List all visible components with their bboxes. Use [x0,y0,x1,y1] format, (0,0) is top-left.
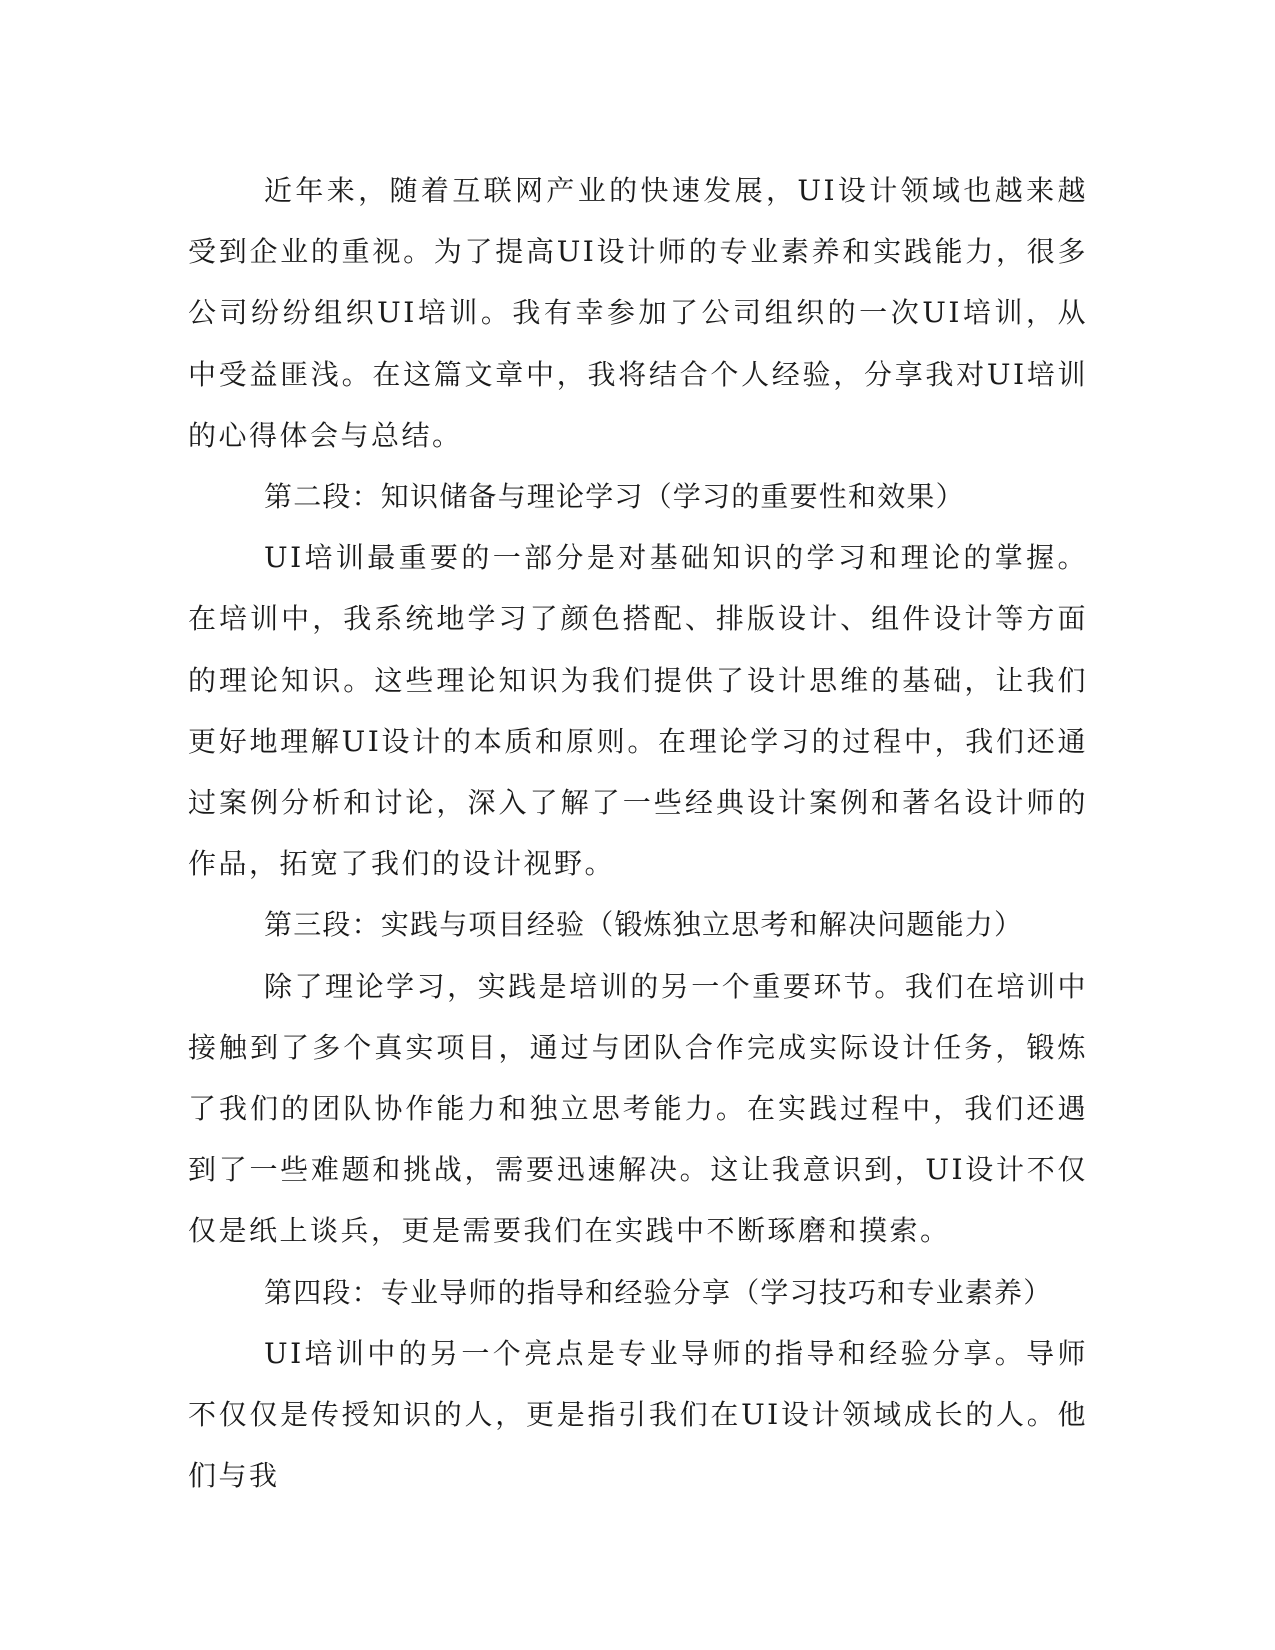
document-body [188,160,1088,1506]
section-heading-3: 第三段：实践与项目经验（锻炼独立思考和解决问题能力） [264,908,1024,942]
paragraph-practice: 除了理论学习，实践是培训的另一个重要环节。我们在培训中接触到了多个真实项目，通过与团队合作完成实际设计任务，锻炼了我们的团队协作能力和独立思考能力。在实践过程中，我们还遇到了一些难题和挑战，需要迅速解决。这让我意识到，UI设计不仅仅是纸上谈兵，更是需要我们在实践中不断琢磨和摸索。 [188,969,1088,1248]
section-heading-4: 第四段：专业导师的指导和经验分享（学习技巧和专业素养） [264,1275,1053,1309]
section-heading-2: 第二段：知识储备与理论学习（学习的重要性和效果） [264,480,965,514]
paragraph-intro: 近年来，随着互联网产业的快速发展，UI设计领域也越来越受到企业的重视。为了提高UI设计师的专业素养和实践能力，很多公司纷纷组织UI培训。我有幸参加了公司组织的一次UI培训，从中受益匪浅。在这篇文章中，我将结合个人经验，分享我对UI培训的心得体会与总结。 [188,174,1088,452]
paragraph-mentors: UI培训中的另一个亮点是专业导师的指导和经验分享。导师不仅仅是传授知识的人，更是指引我们在UI设计领域成长的人。他们与我 [188,1336,1088,1493]
paragraph-theory: UI培训最重要的一部分是对基础知识的学习和理论的掌握。在培训中，我系统地学习了颜色搭配、排版设计、组件设计等方面的理论知识。这些理论知识为我们提供了设计思维的基础，让我们更好地理解UI设计的本质和原则。在理论学习的过程中，我们还通过案例分析和讨论，深入了解了一些经典设计案例和著名设计师的作品，拓宽了我们的设计视野。 [188,541,1088,881]
